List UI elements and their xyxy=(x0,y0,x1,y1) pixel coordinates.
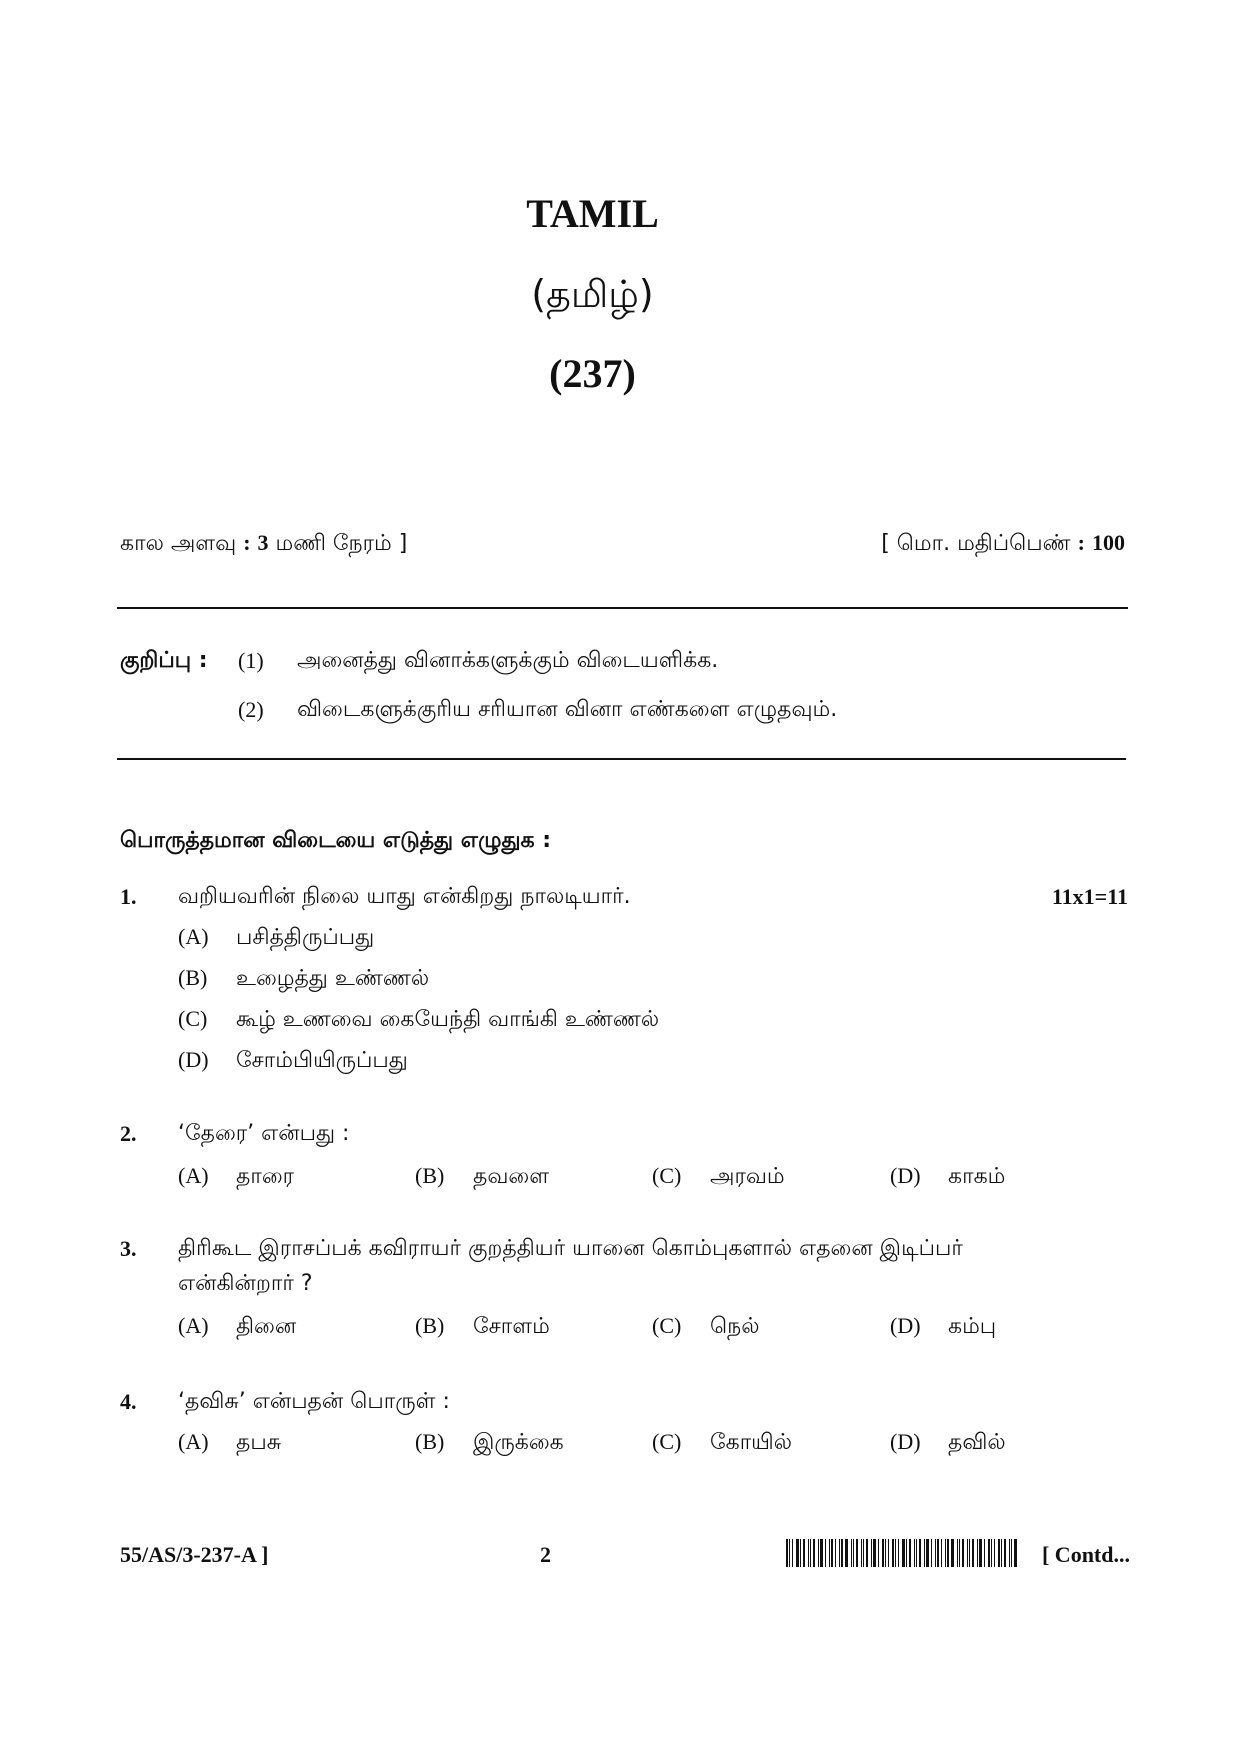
barcode-bar xyxy=(941,1539,942,1567)
q1-option-a-label: (A) xyxy=(178,924,209,949)
q3-option-a-text: தினை xyxy=(236,1314,297,1339)
barcode-bar xyxy=(792,1539,793,1567)
barcode-bar xyxy=(866,1539,868,1567)
barcode-bar xyxy=(959,1539,960,1567)
barcode-bar xyxy=(909,1539,911,1567)
barcode-bar xyxy=(885,1539,886,1567)
barcode-bar xyxy=(947,1539,949,1567)
barcode-bar xyxy=(786,1539,788,1567)
q4-option-d xyxy=(890,1429,1006,1458)
barcode-image xyxy=(786,1539,1020,1567)
q4-option-c xyxy=(652,1429,792,1458)
barcode-bar xyxy=(851,1539,852,1567)
subject-code: (237) xyxy=(549,351,636,396)
barcode-bar xyxy=(998,1539,1000,1567)
marks-prefix: [ மொ. மதிப்பெண் xyxy=(881,531,1071,556)
q1-number: 1. xyxy=(120,884,137,909)
barcode-bar xyxy=(1009,1539,1010,1567)
barcode-bar xyxy=(810,1539,811,1567)
section-heading: பொருத்தமான விடையை எடுத்து எழுதுக : xyxy=(120,828,552,853)
q2-option-b-text: தவளை xyxy=(473,1164,550,1189)
barcode-bar xyxy=(979,1539,982,1567)
q4-option-c-label: (C) xyxy=(652,1429,682,1454)
time-label: கால அளவு xyxy=(120,531,237,556)
barcode-bar xyxy=(871,1539,872,1567)
q2-option-d-label: (D) xyxy=(890,1163,921,1188)
q3-option-b-label: (B) xyxy=(415,1313,445,1338)
q1-option-a xyxy=(178,924,374,953)
q2-option-d xyxy=(890,1163,1005,1192)
section-marks: 11x1=11 xyxy=(1051,884,1128,909)
barcode-bar xyxy=(888,1539,889,1567)
note-2-text: விடைகளுக்குரிய சரியான வினா எண்களை எழுதவும். xyxy=(297,697,838,722)
q4-option-a-text: தபசு xyxy=(236,1430,282,1455)
barcode-bar xyxy=(789,1539,790,1567)
q1-option-a-text: பசித்திருப்பது xyxy=(236,925,375,950)
footer-contd: [ Contd... xyxy=(1041,1542,1130,1567)
barcode-bar xyxy=(803,1539,805,1567)
marks-separator: : xyxy=(1077,530,1085,555)
q2-option-a xyxy=(178,1163,294,1192)
barcode-bar xyxy=(1011,1539,1012,1567)
q4-option-d-label: (D) xyxy=(890,1429,921,1454)
q3-option-a xyxy=(178,1313,296,1342)
q4-text: ‘தவிசு’ என்பதன் பொருள் : xyxy=(178,1389,450,1414)
q4-option-c-text: கோயில் xyxy=(710,1430,793,1455)
q1-option-b-text: உழைத்து உண்ணல் xyxy=(236,966,430,991)
q4-option-b-text: இருக்கை xyxy=(473,1430,564,1455)
barcode-bar xyxy=(813,1539,815,1567)
q2-option-c xyxy=(652,1163,785,1192)
q1-option-d xyxy=(178,1047,408,1076)
barcode-bar xyxy=(1001,1539,1002,1567)
barcode-bar xyxy=(878,1539,879,1567)
barcode-bar xyxy=(991,1539,992,1567)
q3-number: 3. xyxy=(120,1236,137,1261)
barcode-bar xyxy=(796,1539,799,1567)
q1-option-c-text: கூழ் உணவை கையேந்தி வாங்கி உண்ணல் xyxy=(236,1007,660,1032)
q1-option-b-label: (B) xyxy=(178,965,208,990)
barcode-bar xyxy=(845,1539,848,1567)
barcode-bar xyxy=(977,1539,978,1567)
marks-value: 100 xyxy=(1092,530,1125,555)
barcode-bar xyxy=(841,1539,843,1567)
barcode-bar xyxy=(818,1539,819,1567)
note-1-num: (1) xyxy=(238,648,264,673)
time-unit: மணி நேரம் ] xyxy=(275,531,408,556)
barcode-bar xyxy=(829,1539,830,1567)
barcode-bar xyxy=(835,1539,836,1567)
barcode-bar xyxy=(808,1539,809,1567)
barcode-bar xyxy=(957,1539,958,1567)
barcode-bar xyxy=(962,1539,964,1567)
q2-option-a-label: (A) xyxy=(178,1163,209,1188)
barcode-bar xyxy=(924,1539,925,1567)
q2-option-b-label: (B) xyxy=(415,1163,445,1188)
barcode-bar xyxy=(898,1539,899,1567)
barcode-bar xyxy=(937,1539,939,1567)
q3-option-a-label: (A) xyxy=(178,1313,209,1338)
barcode-bar xyxy=(831,1539,833,1567)
barcode-bar xyxy=(926,1539,929,1567)
barcode-bar xyxy=(914,1539,915,1567)
footer-paper-code: 55/AS/3-237-A ] xyxy=(120,1542,269,1567)
barcode-bar xyxy=(800,1539,801,1567)
time-allowed xyxy=(120,530,407,559)
q2-option-a-text: தாரை xyxy=(236,1164,295,1189)
barcode-bar xyxy=(951,1539,954,1567)
q2-option-c-text: அரவம் xyxy=(710,1164,785,1189)
barcode-bar xyxy=(820,1539,823,1567)
barcode-bar xyxy=(945,1539,946,1567)
barcode-bar xyxy=(1004,1539,1006,1567)
q4-option-b xyxy=(415,1429,564,1458)
q3-option-d xyxy=(890,1313,996,1342)
q3-option-c-text: நெல் xyxy=(710,1314,760,1339)
q1-option-b xyxy=(178,965,429,994)
divider-bottom xyxy=(117,758,1126,760)
q2-option-c-label: (C) xyxy=(652,1163,682,1188)
q4-option-b-label: (B) xyxy=(415,1429,445,1454)
q1-option-d-text: சோம்பியிருப்பது xyxy=(236,1048,408,1073)
barcode-bar xyxy=(902,1539,905,1567)
q1-option-d-label: (D) xyxy=(178,1047,209,1072)
subject-title-ta: (தமிழ்) xyxy=(531,272,654,316)
q3-option-d-text: கம்பு xyxy=(948,1314,997,1339)
time-separator: : xyxy=(243,530,251,555)
q1-option-c-label: (C) xyxy=(178,1006,208,1031)
q3-text-line1: திரிகூட இராசப்பக் கவிராயர் குறத்தியர் யானை கொம்புகளால் எதனை இடிப்பர் xyxy=(178,1236,963,1261)
q2-option-b xyxy=(415,1163,549,1192)
q3-option-c-label: (C) xyxy=(652,1313,682,1338)
note-1-text: அனைத்து வினாக்களுக்கும் விடையளிக்க. xyxy=(297,648,719,673)
barcode-bar xyxy=(873,1539,876,1567)
barcode-bar xyxy=(825,1539,826,1567)
barcode-bar xyxy=(919,1539,921,1567)
footer-page-number: 2 xyxy=(540,1542,551,1567)
q3-text-line2: என்கின்றார் ? xyxy=(178,1271,313,1296)
barcode-bar xyxy=(984,1539,985,1567)
q3-option-b-text: சோளம் xyxy=(473,1314,550,1339)
q1-text: வறியவரின் நிலை யாது என்கிறது நாலடியார். xyxy=(178,884,631,909)
barcode-bar xyxy=(895,1539,896,1567)
q2-text: ‘தேரை’ என்பது : xyxy=(178,1121,350,1146)
barcode-bar xyxy=(972,1539,974,1567)
subject-title-en: TAMIL xyxy=(526,191,659,236)
divider-top xyxy=(117,607,1128,609)
note-label: குறிப்பு : xyxy=(120,648,208,673)
barcode-bar xyxy=(935,1539,936,1567)
q3-option-b xyxy=(415,1313,550,1342)
barcode-bar xyxy=(994,1539,995,1567)
note-2-num: (2) xyxy=(238,697,264,722)
barcode-bar xyxy=(906,1539,907,1567)
q3-option-c xyxy=(652,1313,760,1342)
barcode-bar xyxy=(988,1539,990,1567)
q4-option-a xyxy=(178,1429,281,1458)
q2-number: 2. xyxy=(120,1121,137,1146)
barcode-bar xyxy=(882,1539,884,1567)
q3-option-d-label: (D) xyxy=(890,1313,921,1338)
q4-option-a-label: (A) xyxy=(178,1429,209,1454)
q2-option-d-text: காகம் xyxy=(948,1164,1006,1189)
q4-number: 4. xyxy=(120,1389,137,1414)
barcode-bar xyxy=(892,1539,894,1567)
time-value: 3 xyxy=(257,530,269,555)
barcode-bar xyxy=(916,1539,917,1567)
barcode-bar xyxy=(856,1539,858,1567)
barcode-bar xyxy=(967,1539,968,1567)
barcode-bar xyxy=(1014,1539,1017,1567)
barcode-bar xyxy=(853,1539,854,1567)
q1-option-c xyxy=(178,1006,659,1035)
barcode-bar xyxy=(969,1539,970,1567)
barcode-bar xyxy=(931,1539,932,1567)
max-marks xyxy=(881,530,1125,559)
q4-option-d-text: தவில் xyxy=(948,1430,1006,1455)
barcode-bar xyxy=(863,1539,864,1567)
barcode-bar xyxy=(839,1539,840,1567)
barcode-bar xyxy=(861,1539,862,1567)
